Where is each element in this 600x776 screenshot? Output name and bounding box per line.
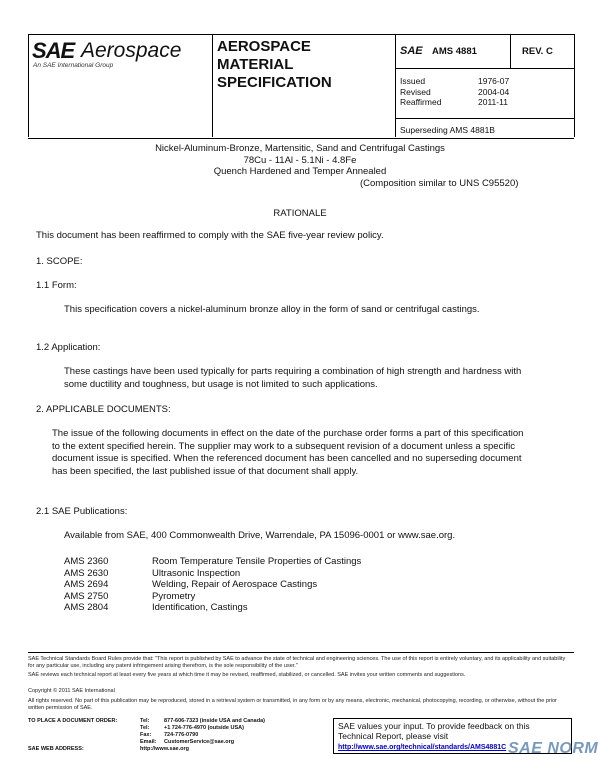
section-heading: 1.2 Application: [36, 342, 101, 353]
rationale-text: This document has been reaffirmed to comply with the SAE five-year review policy. [36, 230, 384, 241]
list-item [64, 579, 361, 591]
document-title: Pyrometry [152, 590, 196, 602]
list-item [64, 602, 361, 614]
list-item [64, 591, 361, 603]
list-item [64, 568, 361, 580]
document-title: Welding, Repair of Aerospace Castings [152, 579, 318, 590]
footer-legal: SAE Technical Standards Board Rules provide that: "This report is published by SAE to advance the state of technical and engineering sciences. The use of this report is entirely voluntary, and its applicability and suitability for any particular use, including any patent infringement arising therefrom, is the sole responsibility of the user." [28, 656, 566, 669]
header-divider [28, 34, 29, 137]
footer-rights: All rights reserved. No part of this publication may be reproduced, stored in a retrieval system or transmitted, in any form or by any means, electronic, mechanical, photocopying, recording, or otherwise, without the prior written permission of SAE. [28, 698, 557, 711]
sae-mark: SAE [400, 45, 423, 57]
header-divider [395, 118, 574, 119]
section-heading: 2.1 SAE Publications: [36, 506, 128, 517]
list-item [64, 556, 361, 568]
header-divider [510, 34, 511, 68]
section-heading: 1.1 Form: [36, 280, 77, 291]
title-line: Quench Hardened and Temper Annealed [213, 166, 387, 177]
order-contact [28, 718, 265, 753]
composition-note: (Composition similar to UNS C95520) [360, 178, 519, 189]
header-divider [574, 34, 575, 137]
header-divider [395, 68, 574, 69]
reaffirmed-value: 2011-11 [478, 97, 508, 107]
watermark: SAE NORM [508, 740, 599, 757]
material-title [0, 143, 600, 178]
header-divider [395, 34, 396, 137]
revision-label: REV. C [522, 46, 553, 57]
title-line: AEROSPACE [217, 38, 311, 55]
email-value[interactable]: CustomerService@sae.org [164, 739, 235, 745]
title-line: SPECIFICATION [217, 74, 332, 91]
issued-label: Issued [400, 76, 426, 86]
issue-dates [400, 76, 509, 108]
document-code: AMS 2694 [64, 579, 109, 590]
paragraph: Available from SAE, 400 Commonwealth Drive, Warrendale, PA 15096-0001 or www.sae.org. [64, 530, 456, 541]
title-line: MATERIAL [217, 56, 294, 73]
footer-rule [28, 652, 574, 653]
issued-value: 1976-07 [478, 76, 510, 86]
document-title: Ultrasonic Inspection [152, 567, 241, 579]
order-label: TO PLACE A DOCUMENT ORDER: [28, 718, 118, 724]
revised-label: Revised [400, 86, 431, 97]
document-code: AMS 2804 [64, 602, 109, 613]
tel-label: Tel: [140, 725, 150, 731]
aerospace-logo-text: Aerospace [81, 39, 182, 62]
document-title: Room Temperature Tensile Properties of Castings [152, 556, 362, 567]
revised-value: 2004-04 [478, 86, 510, 97]
tel-value: +1 724-776-4970 (outside USA) [164, 725, 244, 731]
tel-label: Tel: [140, 718, 150, 724]
document-code: AMS 2750 [64, 590, 109, 602]
feedback-link[interactable]: http://www.sae.org/technical/standards/AMS4881C [338, 744, 507, 751]
paragraph: This specification covers a nickel-aluminum bronze alloy in the form of sand or centrifugal castings. [64, 304, 480, 315]
fax-value: 724-776-0790 [164, 732, 199, 738]
tel-value: 877-606-7323 (inside USA and Canada) [164, 718, 265, 724]
sae-logo: SAE [32, 38, 75, 63]
superseding-note: Superseding AMS 4881B [400, 125, 495, 135]
document-list [64, 556, 361, 614]
document-code: AMS 2630 [64, 567, 109, 579]
document-title: Identification, Castings [152, 602, 248, 613]
reaffirmed-label: Reaffirmed [400, 97, 442, 107]
fax-label: Fax: [140, 732, 152, 738]
document-code: AMS 2360 [64, 556, 109, 567]
web-value[interactable]: http://www.sae.org [140, 746, 189, 752]
title-line: 78Cu - 11Al - 5.1Ni - 4.8Fe [243, 154, 357, 166]
paragraph: The issue of the following documents in effect on the date of the purchase order forms a part of this specification to the extent specified herein. The supplier may work to a subsequent revision of a document unless a specific document issue is specified. When the referenced document has been cancelled and no superseding document has been specified, the last published issue of that document shall apply. [52, 428, 524, 477]
header-divider [212, 34, 213, 137]
footer-copyright: Copyright © 2011 SAE International [28, 688, 115, 694]
feedback-text: SAE values your input. To provide feedback on this Technical Report, please visit [338, 721, 530, 741]
email-label: Email: [140, 739, 157, 745]
title-line: Nickel-Aluminum-Bronze, Martensitic, Sand and Centrifugal Castings [155, 143, 445, 154]
rationale-heading: RATIONALE [273, 208, 327, 219]
web-label: SAE WEB ADDRESS: [28, 746, 84, 752]
section-heading: 1. SCOPE: [36, 256, 83, 267]
ams-number: AMS 4881 [432, 46, 477, 57]
footer-review-note: SAE reviews each technical report at least every five years at which time it may be revised, reaffirmed, stabilized, or cancelled. SAE invites your written comments and suggestions. [28, 672, 466, 678]
section-heading: 2. APPLICABLE DOCUMENTS: [36, 404, 171, 415]
document-type-title [217, 38, 332, 92]
paragraph: These castings have been used typically for parts requiring a combination of high strength and hardness with some ductility and toughness, but usage is not limited to such applications. [64, 366, 522, 390]
logo-subtitle: An SAE International Group [33, 62, 114, 69]
